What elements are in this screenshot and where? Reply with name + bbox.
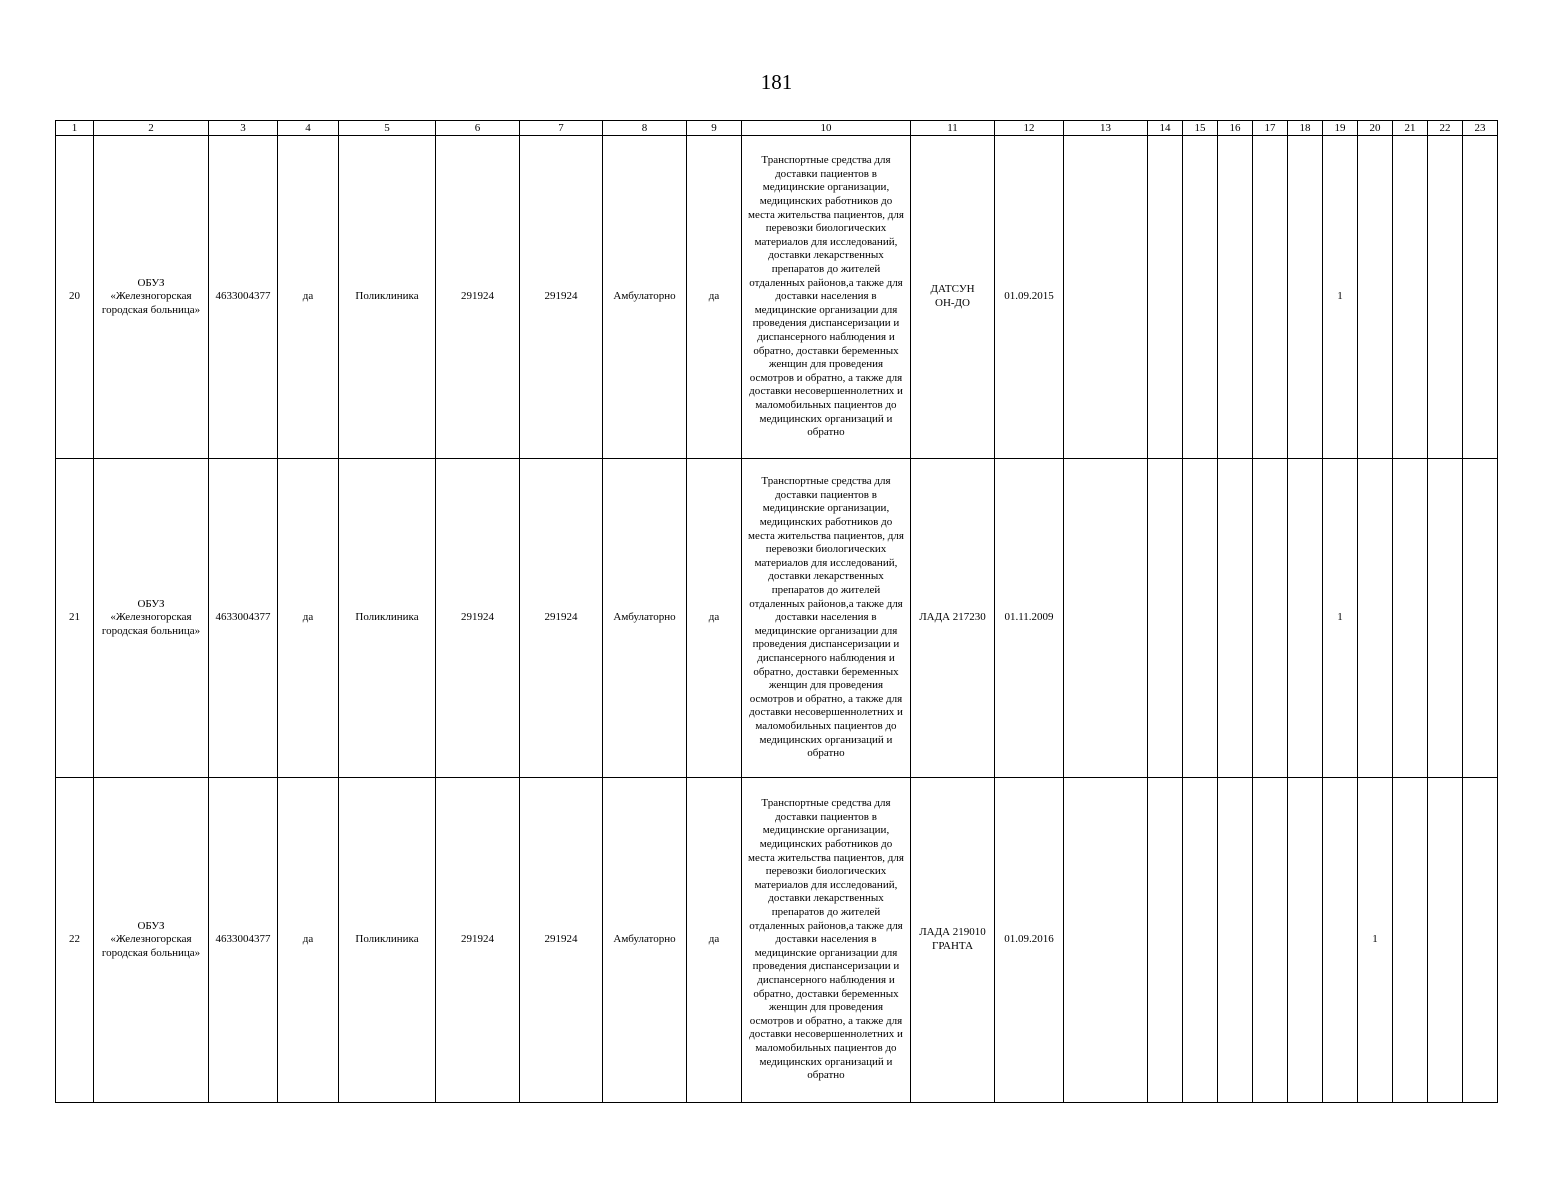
empty-cell bbox=[1218, 459, 1253, 778]
vehicle-model: ЛАДА 217230 bbox=[911, 459, 995, 778]
column-number: 14 bbox=[1148, 121, 1183, 136]
empty-cell bbox=[1393, 459, 1428, 778]
date-cell: 01.11.2009 bbox=[995, 459, 1064, 778]
column-number: 2 bbox=[94, 121, 209, 136]
date-cell: 01.09.2015 bbox=[995, 136, 1064, 459]
care-mode: Амбулаторно bbox=[603, 459, 687, 778]
empty-cell bbox=[1064, 459, 1148, 778]
column-number: 7 bbox=[520, 121, 603, 136]
empty-cell bbox=[1183, 459, 1218, 778]
column-number-row bbox=[56, 121, 1498, 136]
flag-cell: да bbox=[687, 778, 742, 1103]
column-number: 9 bbox=[687, 121, 742, 136]
empty-cell bbox=[1218, 136, 1253, 459]
empty-cell bbox=[1064, 778, 1148, 1103]
row-number: 21 bbox=[56, 459, 94, 778]
code-cell: 291924 bbox=[520, 459, 603, 778]
column-number: 10 bbox=[742, 121, 911, 136]
column-number: 12 bbox=[995, 121, 1064, 136]
empty-cell bbox=[1428, 459, 1463, 778]
care-mode: Амбулаторно bbox=[603, 136, 687, 459]
code-cell: 291924 bbox=[520, 778, 603, 1103]
flag-cell: да bbox=[278, 459, 339, 778]
empty-cell bbox=[1218, 778, 1253, 1103]
row-number: 22 bbox=[56, 778, 94, 1103]
empty-cell bbox=[1148, 136, 1183, 459]
column-number: 6 bbox=[436, 121, 520, 136]
empty-cell bbox=[1064, 136, 1148, 459]
care-mode: Амбулаторно bbox=[603, 778, 687, 1103]
empty-cell bbox=[1463, 136, 1498, 459]
row-number: 20 bbox=[56, 136, 94, 459]
vehicle-purpose: Транспортные средства для доставки пациентов в медицинские организации, медицинских работников до места жительства пациентов, для перевозки биологических материалов для исследований, доставки лекарственных препаратов до жителей отдаленных районов,а также для доставки населения в медицинские организации для проведения диспансеризации и диспансерного наблюдения и обратно, доставки беременных женщин для проведения осмотров и обратно, а также для доставки несовершеннолетних и маломобильных пациентов до медицинских организаций и обратно bbox=[742, 136, 911, 459]
column-number: 15 bbox=[1183, 121, 1218, 136]
flag-cell: да bbox=[687, 459, 742, 778]
table-row bbox=[56, 136, 1498, 459]
division: Поликлиника bbox=[339, 778, 436, 1103]
column-number: 11 bbox=[911, 121, 995, 136]
page-number: 181 bbox=[760, 70, 793, 94]
inn: 4633004377 bbox=[209, 136, 278, 459]
count-cell: 1 bbox=[1358, 778, 1393, 1103]
table-row bbox=[56, 459, 1498, 778]
count-cell: 1 bbox=[1323, 136, 1358, 459]
empty-cell bbox=[1183, 136, 1218, 459]
vehicle-register-table bbox=[55, 120, 1498, 1103]
column-number: 20 bbox=[1358, 121, 1393, 136]
organization-name: ОБУЗ «Железногорская городская больница» bbox=[94, 136, 209, 459]
organization-name: ОБУЗ «Железногорская городская больница» bbox=[94, 459, 209, 778]
code-cell: 291924 bbox=[520, 136, 603, 459]
code-cell: 291924 bbox=[436, 778, 520, 1103]
column-number: 17 bbox=[1253, 121, 1288, 136]
empty-cell bbox=[1253, 778, 1288, 1103]
vehicle-model: ЛАДА 219010 ГРАНТА bbox=[911, 778, 995, 1103]
empty-cell bbox=[1183, 778, 1218, 1103]
column-number: 21 bbox=[1393, 121, 1428, 136]
column-number: 8 bbox=[603, 121, 687, 136]
column-number: 16 bbox=[1218, 121, 1253, 136]
empty-cell bbox=[1463, 778, 1498, 1103]
column-number: 19 bbox=[1323, 121, 1358, 136]
inn: 4633004377 bbox=[209, 778, 278, 1103]
column-number: 18 bbox=[1288, 121, 1323, 136]
count-cell: 1 bbox=[1323, 459, 1358, 778]
count-cell bbox=[1323, 778, 1358, 1103]
table-row bbox=[56, 778, 1498, 1103]
flag-cell: да bbox=[278, 778, 339, 1103]
empty-cell bbox=[1148, 459, 1183, 778]
empty-cell bbox=[1288, 136, 1323, 459]
flag-cell: да bbox=[278, 136, 339, 459]
count-cell bbox=[1358, 459, 1393, 778]
vehicle-model: ДАТСУН ОН-ДО bbox=[911, 136, 995, 459]
empty-cell bbox=[1148, 778, 1183, 1103]
column-number: 22 bbox=[1428, 121, 1463, 136]
column-number: 23 bbox=[1463, 121, 1498, 136]
flag-cell: да bbox=[687, 136, 742, 459]
vehicle-purpose: Транспортные средства для доставки пациентов в медицинские организации, медицинских работников до места жительства пациентов, для перевозки биологических материалов для исследований, доставки лекарственных препаратов до жителей отдаленных районов,а также для доставки населения в медицинские организации для проведения диспансеризации и диспансерного наблюдения и обратно, доставки беременных женщин для проведения осмотров и обратно, а также для доставки несовершеннолетних и маломобильных пациентов до медицинских организаций и обратно bbox=[742, 459, 911, 778]
empty-cell bbox=[1463, 459, 1498, 778]
empty-cell bbox=[1288, 459, 1323, 778]
empty-cell bbox=[1428, 136, 1463, 459]
column-number: 1 bbox=[56, 121, 94, 136]
vehicle-purpose: Транспортные средства для доставки пациентов в медицинские организации, медицинских работников до места жительства пациентов, для перевозки биологических материалов для исследований, доставки лекарственных препаратов до жителей отдаленных районов,а также для доставки населения в медицинские организации для проведения диспансеризации и диспансерного наблюдения и обратно, доставки беременных женщин для проведения осмотров и обратно, а также для доставки несовершеннолетних и маломобильных пациентов до медицинских организаций и обратно bbox=[742, 778, 911, 1103]
inn: 4633004377 bbox=[209, 459, 278, 778]
empty-cell bbox=[1253, 459, 1288, 778]
empty-cell bbox=[1428, 778, 1463, 1103]
empty-cell bbox=[1288, 778, 1323, 1103]
empty-cell bbox=[1393, 136, 1428, 459]
column-number: 3 bbox=[209, 121, 278, 136]
column-number: 13 bbox=[1064, 121, 1148, 136]
date-cell: 01.09.2016 bbox=[995, 778, 1064, 1103]
empty-cell bbox=[1393, 778, 1428, 1103]
division: Поликлиника bbox=[339, 459, 436, 778]
code-cell: 291924 bbox=[436, 459, 520, 778]
division: Поликлиника bbox=[339, 136, 436, 459]
empty-cell bbox=[1253, 136, 1288, 459]
code-cell: 291924 bbox=[436, 136, 520, 459]
count-cell bbox=[1358, 136, 1393, 459]
column-number: 4 bbox=[278, 121, 339, 136]
column-number: 5 bbox=[339, 121, 436, 136]
organization-name: ОБУЗ «Железногорская городская больница» bbox=[94, 778, 209, 1103]
